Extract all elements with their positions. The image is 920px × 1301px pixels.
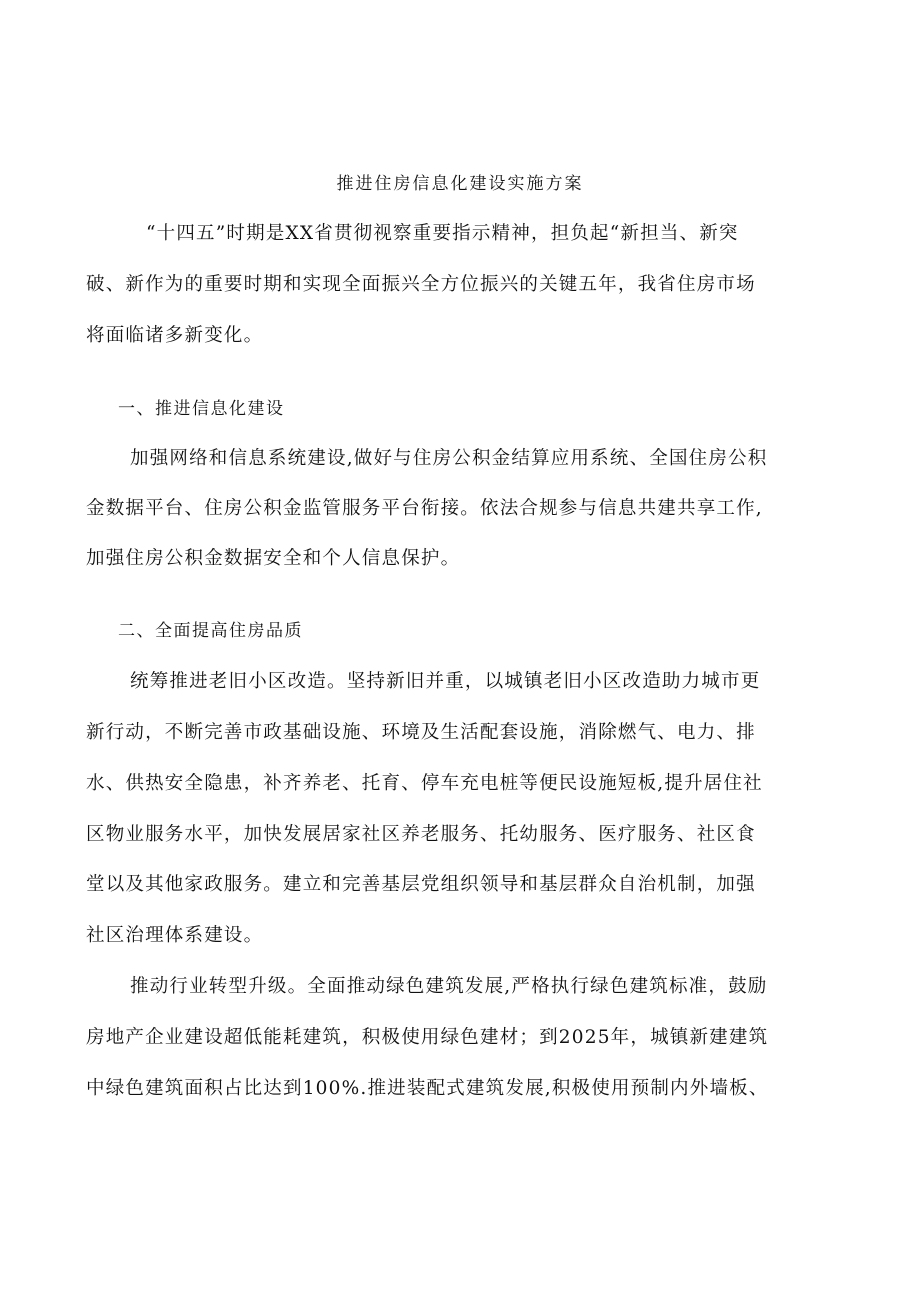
section2-para1-line: 统筹推进老旧小区改造。坚持新旧并重，以城镇老旧小区改造助力城市更 <box>130 671 761 692</box>
section2-para2-line: 房地产企业建设超低能耗建筑，积极使用绿色建材；到2025年，城镇新建建筑 <box>86 1027 769 1048</box>
intro-line: 将面临诸多新变化。 <box>86 325 264 346</box>
section2-para2-line: 推动行业转型升级。全面推动绿色建筑发展,严格执行绿色建筑标准，鼓励 <box>130 976 768 997</box>
section1-line: 加强网络和信息系统建设,做好与住房公积金结算应用系统、全国住房公积 <box>130 448 768 469</box>
section2-para1-line: 堂以及其他家政服务。建立和完善基层党组织领导和基层群众自治机制，加强 <box>86 874 756 895</box>
section2-para1-line: 水、供热安全隐患，补齐养老、托育、停车充电桩等便民设施短板,提升居住社 <box>86 773 763 794</box>
section1-line: 金数据平台、住房公积金监管服务平台衔接。依法合规参与信息共建共享工作, <box>86 498 763 519</box>
section-heading-2: 二、全面提高住房品质 <box>118 621 303 641</box>
section1-line: 加强住房公积金数据安全和个人信息保护。 <box>86 548 461 569</box>
document-title: 推进住房信息化建设实施方案 <box>336 174 584 194</box>
section2-para2-line: 中绿色建筑面积占比达到100%.推进装配式建筑发展,积极使用预制内外墙板、 <box>86 1078 769 1099</box>
section2-para1-line: 新行动，不断完善市政基础设施、环境及生活配套设施，消除燃气、电力、排 <box>86 722 756 743</box>
section2-para1-line: 社区治理体系建设。 <box>86 925 264 946</box>
section2-para1-line: 区物业服务水平，加快发展居家社区养老服务、托幼服务、医疗服务、社区食 <box>86 824 756 845</box>
section-heading-1: 一、推进信息化建设 <box>118 399 285 419</box>
intro-line: 破、新作为的重要时期和实现全面振兴全方位振兴的关键五年，我省住房市场 <box>86 274 756 295</box>
intro-line: “十四五”时期是XX省贯彻视察重要指示精神，担负起“新担当、新突 <box>146 223 739 244</box>
